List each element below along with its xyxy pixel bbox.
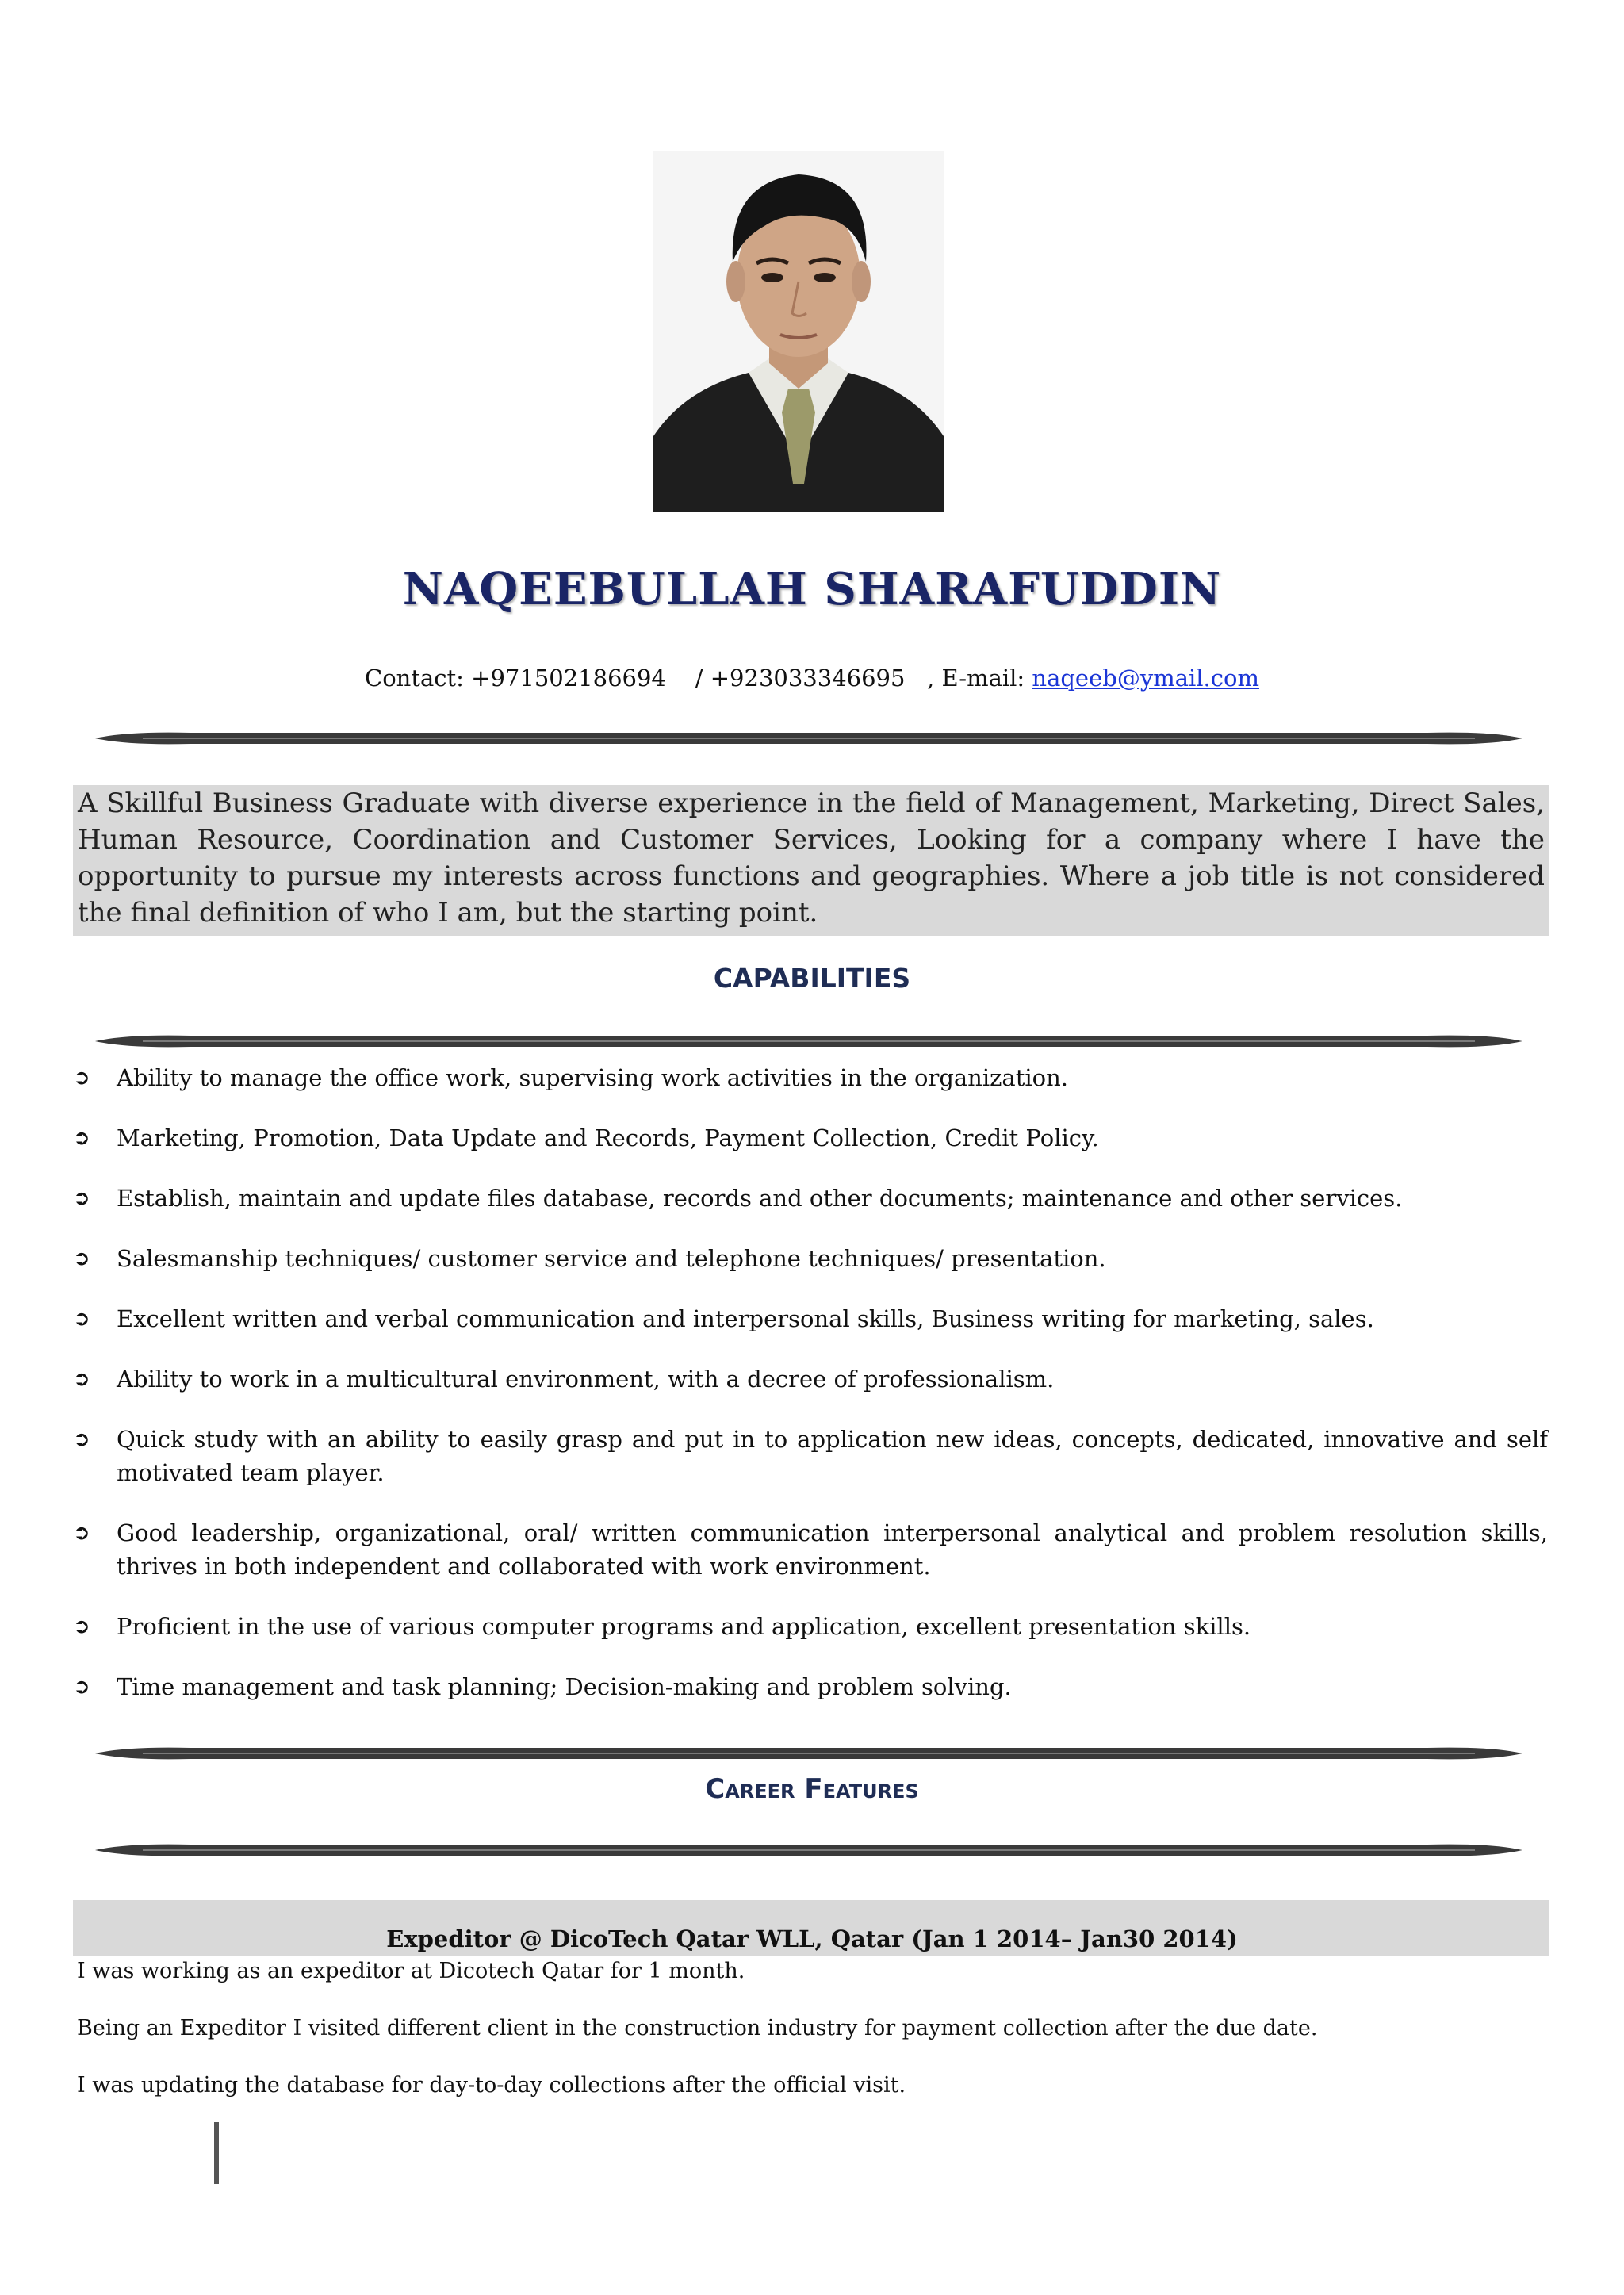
divider-rule bbox=[95, 1841, 1522, 1859]
list-item: ➲ Establish, maintain and update files database, records and other documents; maintenance and other services. bbox=[73, 1182, 1548, 1215]
email-link[interactable]: naqeeb@ymail.com bbox=[1032, 665, 1259, 692]
divider-rule bbox=[95, 1745, 1522, 1762]
circled-arrow-icon: ➲ bbox=[73, 1521, 90, 1545]
list-item: ➲ Time management and task planning; Decision-making and problem solving. bbox=[73, 1670, 1548, 1703]
circled-arrow-icon: ➲ bbox=[73, 1307, 90, 1331]
email-label: , E-mail: bbox=[927, 665, 1025, 692]
job-detail-line: Being an Expeditor I visited different client in the construction industry for payment collection after the due date. bbox=[77, 2016, 1318, 2040]
job-detail-line: I was working as an expeditor at Dicotech Qatar for 1 month. bbox=[77, 1959, 745, 1983]
list-item: ➲ Marketing, Promotion, Data Update and Records, Payment Collection, Credit Policy. bbox=[73, 1121, 1548, 1155]
circled-arrow-icon: ➲ bbox=[73, 1367, 90, 1391]
contact-label: Contact: bbox=[365, 665, 464, 692]
contact-line bbox=[0, 665, 1624, 692]
circled-arrow-icon: ➲ bbox=[73, 1675, 90, 1699]
divider-rule bbox=[95, 1033, 1522, 1050]
capabilities-title: CAPABILITIES bbox=[713, 963, 911, 994]
list-item: ➲ Ability to manage the office work, supervising work activities in the organization. bbox=[73, 1061, 1548, 1094]
list-item: ➲ Excellent written and verbal communication and interpersonal skills, Business writing for marketing, sales. bbox=[73, 1302, 1548, 1335]
circled-arrow-icon: ➲ bbox=[73, 1427, 90, 1451]
profile-photo bbox=[653, 151, 944, 512]
list-item: ➲ Good leadership, organizational, oral/ written communication interpersonal analytical and problem resolution skills, thrives in both independent and collaborated with work environment. bbox=[73, 1516, 1548, 1583]
circled-arrow-icon: ➲ bbox=[73, 1247, 90, 1270]
list-item: ➲ Quick study with an ability to easily grasp and put in to application new ideas, concepts, dedicated, innovative and self motivated team player. bbox=[73, 1423, 1548, 1489]
list-item: ➲ Proficient in the use of various computer programs and application, excellent presentation skills. bbox=[73, 1610, 1548, 1643]
phone-secondary: / +923033346695 bbox=[695, 665, 906, 692]
profile-summary: A Skillful Business Graduate with diverse experience in the field of Management, Marketing, Direct Sales, Human Resource, Coordination and Customer Services, Looking for a company where I have the opportunity to pursue my interests across functions and geographies. Where a job title is not considered the final definition of who I am, but the starting point. bbox=[73, 785, 1549, 936]
circled-arrow-icon: ➲ bbox=[73, 1126, 90, 1150]
circled-arrow-icon: ➲ bbox=[73, 1066, 90, 1090]
circled-arrow-icon: ➲ bbox=[73, 1186, 90, 1210]
capabilities-list bbox=[73, 1061, 1548, 1730]
list-item: ➲ Salesmanship techniques/ customer service and telephone techniques/ presentation. bbox=[73, 1242, 1548, 1275]
job-title: Expeditor @ DicoTech Qatar WLL, Qatar (Jan 1 2014– Jan30 2014) bbox=[386, 1925, 1238, 1952]
list-item: ➲ Ability to work in a multicultural environment, with a decree of professionalism. bbox=[73, 1362, 1548, 1396]
candidate-name: NAQEEBULLAH SHARAFUDDIN bbox=[402, 563, 1222, 615]
career-title: Career Features bbox=[705, 1773, 919, 1805]
page-margin-mark bbox=[214, 2122, 219, 2184]
divider-rule bbox=[95, 730, 1522, 747]
circled-arrow-icon: ➲ bbox=[73, 1615, 90, 1638]
job-detail-line: I was updating the database for day-to-day collections after the official visit. bbox=[77, 2073, 906, 2098]
phone-primary: +971502186694 bbox=[471, 665, 666, 692]
